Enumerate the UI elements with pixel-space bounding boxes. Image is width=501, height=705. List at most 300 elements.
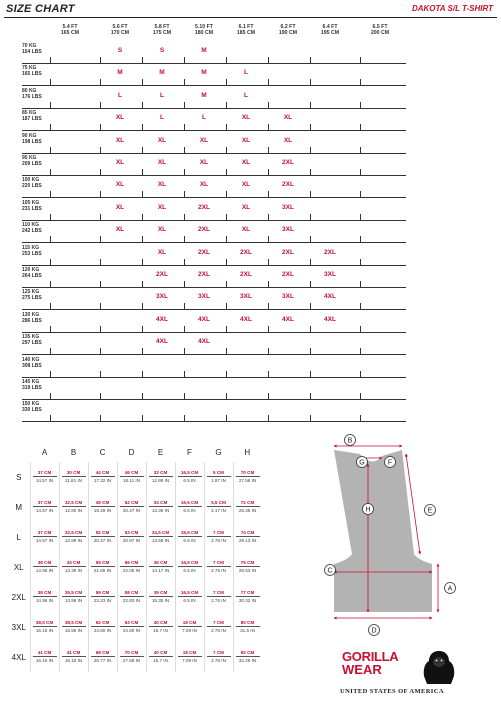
grid-tick (50, 124, 51, 131)
measurement-row (8, 462, 262, 492)
measurement-cm: 41 CM (66, 650, 81, 655)
measurement-cm: 18 CM (182, 650, 197, 655)
height-feet: 5.4 FT (62, 24, 78, 30)
measurement-header: F (187, 447, 192, 457)
grid-tick (142, 147, 143, 154)
grid-tick (226, 214, 227, 221)
grid-tick (360, 214, 361, 221)
grid-tick (360, 79, 361, 86)
size-label: 2XL (11, 592, 26, 602)
measurement-cm: 34 CM (153, 500, 168, 505)
measurement-in: 17.32 IN (91, 476, 115, 484)
height-cm: 185 CM (236, 30, 256, 36)
measurement-cell (30, 642, 59, 672)
grid-tick (360, 326, 361, 333)
measurement-cell (233, 492, 262, 522)
grid-tick (310, 102, 311, 109)
size-cell: 3XL (282, 226, 294, 234)
size-cell: 4XL (240, 315, 252, 323)
measurement-cell (117, 522, 146, 552)
measurement-in: 2.76 IN (207, 536, 231, 544)
size-cell: M (117, 69, 123, 77)
measurement-cell (88, 612, 117, 642)
brand-name-line2: WEAR (342, 662, 382, 677)
grid-tick (184, 236, 185, 243)
weight-label (22, 357, 42, 369)
measurement-in: 30.32 IN (236, 596, 260, 604)
grid-tick (184, 79, 185, 86)
size-cell: S (159, 47, 165, 54)
diagram-marker (445, 583, 456, 594)
size-cell: L (244, 91, 248, 99)
measurement-cm: 40 CM (153, 620, 168, 625)
diagram-label: E (427, 507, 433, 515)
grid-tick (142, 79, 143, 86)
grid-tick (360, 281, 361, 288)
grid-tick (310, 57, 311, 64)
measurement-in: 7.09 IN (178, 626, 202, 634)
weight-lbs: 308 LBS (22, 362, 42, 369)
grid-tick (50, 415, 51, 422)
product-name: DAKOTA S/L T-SHIRT (411, 4, 493, 13)
weight-kg: 85 KG (22, 110, 37, 117)
measurement-cell (204, 582, 233, 612)
measurement-row (8, 552, 262, 582)
grid-tick (360, 169, 361, 176)
measurement-cm: 41 CM (37, 650, 52, 655)
size-cell: 3XL (240, 293, 252, 301)
measurement-in: 2.76 IN (207, 596, 231, 604)
grid-tick (184, 147, 185, 154)
size-cell: XL (157, 203, 167, 211)
size-cell: XL (157, 248, 167, 256)
size-cell: 3XL (198, 293, 210, 301)
measurement-cm: 52 CM (124, 500, 139, 505)
measurement-cell (233, 642, 262, 672)
measurement-cm: 16,5 CM (180, 470, 199, 475)
measurement-cm: 52 CM (95, 530, 110, 535)
size-cell: M (159, 69, 165, 77)
measurement-in: 16.15 IN (62, 656, 86, 664)
weight-lbs: 264 LBS (22, 273, 42, 279)
measurement-in: 13.58 IN (149, 536, 173, 544)
weight-label (22, 110, 42, 122)
measurement-in: 32.28 IN (236, 656, 260, 664)
measurement-in: 2.76 IN (207, 566, 231, 574)
height-header (308, 24, 352, 36)
weight-label (22, 245, 42, 257)
grid-tick (100, 326, 101, 333)
grid-tick (226, 124, 227, 131)
grid-tick (226, 259, 227, 266)
header-divider (4, 17, 497, 18)
measurement-in: 15.16 IN (33, 626, 57, 634)
measurement-in: 15.7 IN (149, 656, 173, 664)
size-cell: 2XL (240, 271, 252, 278)
grid-tick (184, 303, 185, 310)
grid-tick (268, 214, 269, 221)
grid-tick (142, 326, 143, 333)
size-cell: XL (199, 159, 209, 166)
measurement-cm: 56 CM (124, 560, 139, 565)
grid-tick (268, 79, 269, 86)
size-cell: 3XL (156, 293, 168, 301)
grid-tick (142, 191, 143, 198)
grid-tick (360, 259, 361, 266)
measurement-cm: 72 CM (240, 500, 255, 505)
measurement-cm: 7 CM (213, 590, 224, 595)
grid-tick (100, 259, 101, 266)
measurement-cell (175, 522, 204, 552)
measurement-cell (233, 522, 262, 552)
measurement-cell (30, 552, 59, 582)
grid-tick (100, 393, 101, 400)
measurement-cell (117, 462, 146, 492)
measurement-cm: 7 CM (213, 620, 224, 625)
measurement-cell (204, 612, 233, 642)
size-cell: XL (283, 136, 293, 144)
weight-lbs: 154 LBS (22, 49, 42, 55)
weight-lbs: 231 LBS (22, 205, 42, 212)
height-header (224, 24, 268, 36)
size-cell: XL (115, 159, 125, 166)
grid-tick (360, 147, 361, 154)
grid-tick (100, 147, 101, 154)
grid-tick (360, 102, 361, 109)
grid-tick (268, 303, 269, 310)
weight-kg: 70 KG (22, 43, 37, 49)
measurement-cell (146, 612, 175, 642)
measurement-cm: 55 CM (95, 560, 110, 565)
measurement-in: 24.80 IN (91, 626, 115, 634)
grid-tick (268, 102, 269, 109)
weight-kg: 130 KG (22, 311, 40, 318)
measurement-cell (204, 492, 233, 522)
grid-tick (226, 371, 227, 378)
size-cell: XL (241, 181, 251, 189)
weight-label (22, 267, 42, 279)
garment-diagram (310, 432, 480, 642)
measurement-cell (146, 552, 175, 582)
diagram-label: F (387, 459, 393, 467)
measurement-cm: 44 CM (95, 470, 110, 475)
size-cell: 2XL (198, 203, 210, 211)
size-cell: 4XL (198, 315, 210, 323)
size-cell: XL (157, 136, 167, 144)
grid-tick (226, 191, 227, 198)
grid-tick (310, 191, 311, 198)
measurement-cm: 7 CM (213, 560, 224, 565)
weight-row (22, 311, 406, 333)
weight-kg: 90 KG (22, 132, 37, 139)
grid-tick (360, 393, 361, 400)
weight-row (22, 154, 406, 176)
grid-tick (226, 415, 227, 422)
measurement-cm: 58 CM (124, 590, 139, 595)
measurement-cm: 70 CM (124, 650, 139, 655)
measurement-cell (88, 582, 117, 612)
grid-tick (268, 259, 269, 266)
grid-tick (50, 326, 51, 333)
measurement-cell (88, 522, 117, 552)
weight-kg: 105 KG (22, 199, 40, 206)
measurement-header: H (244, 447, 251, 457)
measurement-cell (30, 462, 59, 492)
grid-tick (50, 102, 51, 109)
weight-lbs: 297 LBS (22, 340, 42, 347)
weight-lbs: 198 LBS (22, 138, 42, 145)
measurement-cell (175, 552, 204, 582)
measurement-cm: 16,5 CM (180, 500, 199, 505)
diagram-label: H (365, 506, 371, 514)
size-cell: 4XL (282, 315, 294, 323)
grid-tick (310, 259, 311, 266)
weight-kg: 145 KG (22, 379, 40, 385)
measurement-in: 13.39 IN (62, 566, 86, 574)
weight-label (22, 289, 42, 301)
weight-row (22, 244, 406, 266)
measurement-cm: 82 CM (240, 650, 255, 655)
measurement-in: 16.15 IN (33, 656, 57, 664)
size-cell: L (118, 91, 122, 99)
measurement-cell (233, 612, 262, 642)
weight-kg: 95 KG (22, 155, 37, 161)
weight-row (22, 87, 406, 109)
brand-name-line1: GORILLA (342, 649, 399, 664)
grid-tick (50, 191, 51, 198)
measurement-cm: 59 CM (95, 590, 110, 595)
grid-tick (100, 281, 101, 288)
size-cell: XL (115, 203, 125, 211)
grid-tick (310, 281, 311, 288)
grid-tick (184, 191, 185, 198)
size-cell: 4XL (324, 315, 336, 323)
size-cell: M (201, 47, 207, 54)
measurement-in: 14.57 IN (33, 536, 57, 544)
measurement-in: 12.99 IN (149, 476, 173, 484)
measurement-cm: 38,5 CM (64, 620, 83, 625)
measurement-cm: 53 CM (124, 530, 139, 535)
measurement-in: 31.5 IN (236, 626, 260, 634)
measurement-in: 6.5 IN (178, 506, 202, 514)
measurement-cm: 36 CM (153, 560, 168, 565)
measurement-cm: 16,5 CM (180, 560, 199, 565)
size-cell: XL (115, 114, 125, 122)
measurement-in: 13.39 IN (149, 506, 173, 514)
measurement-in: 22.83 IN (120, 596, 144, 604)
weight-row (22, 266, 406, 288)
grid-tick (310, 236, 311, 243)
page-title: SIZE CHART (6, 3, 75, 15)
measurement-cell (146, 492, 175, 522)
grid-tick (50, 371, 51, 378)
measurement-in: 28.35 IN (236, 506, 260, 514)
grid-tick (142, 415, 143, 422)
grid-tick (100, 371, 101, 378)
measurement-cell (59, 642, 88, 672)
grid-tick (100, 169, 101, 176)
diagram-marker (385, 457, 396, 468)
weight-kg: 135 KG (22, 334, 40, 341)
weight-label (22, 312, 42, 324)
height-feet: 5.8 FT (154, 24, 170, 30)
height-header (98, 24, 142, 36)
measurement-cm: 16,5 CM (180, 530, 199, 535)
weight-lbs: 242 LBS (22, 228, 42, 235)
size-cell: XL (241, 159, 251, 166)
grid-tick (184, 371, 185, 378)
size-cell: 2XL (282, 159, 294, 166)
measurement-cell (88, 552, 117, 582)
grid-tick (184, 259, 185, 266)
size-cell: 2XL (198, 226, 210, 234)
measurement-in: 27.56 IN (236, 476, 260, 484)
measurement-in: 6.5 IN (178, 596, 202, 604)
measurement-in: 1.97 IN (207, 476, 231, 484)
measurement-cm: 38,5 CM (35, 620, 54, 625)
height-cm: 175 CM (152, 30, 172, 36)
measurement-cell (59, 582, 88, 612)
size-cell: 2XL (240, 248, 252, 256)
weight-row (22, 378, 406, 400)
height-header (182, 24, 226, 36)
measurement-cell (175, 492, 204, 522)
grid-tick (142, 348, 143, 355)
measurement-cell (59, 492, 88, 522)
measurement-row (8, 612, 262, 642)
size-cell: 4XL (324, 293, 336, 301)
measurement-cm: 5 CM (213, 470, 224, 475)
height-cm: 165 CM (60, 30, 80, 36)
size-label: XL (13, 562, 24, 572)
grid-tick (268, 393, 269, 400)
measurement-in: 14.96 IN (33, 596, 57, 604)
measurement-cell (30, 582, 59, 612)
grid-tick (268, 124, 269, 131)
grid-tick (100, 348, 101, 355)
size-label: M (15, 502, 23, 512)
measurement-cm: 80 CM (240, 620, 255, 625)
measurement-header: G (215, 447, 222, 457)
grid-tick (50, 57, 51, 64)
grid-tick (360, 191, 361, 198)
grid-tick (268, 57, 269, 64)
grid-tick (226, 281, 227, 288)
height-feet: 6.4 FT (322, 24, 338, 30)
size-cell: M (201, 69, 207, 77)
grid-tick (50, 169, 51, 176)
size-cell: XL (241, 136, 251, 144)
weight-label (22, 379, 42, 391)
height-feet: 6.2 FT (280, 24, 296, 30)
grid-tick (50, 348, 51, 355)
grid-tick (100, 191, 101, 198)
measurement-cm: 68 CM (95, 650, 110, 655)
measurement-in: 15.35 IN (149, 596, 173, 604)
measurement-cm: 34 CM (66, 560, 81, 565)
measurement-cell (88, 492, 117, 522)
measurement-cell (117, 582, 146, 612)
height-feet: 5.6 FT (112, 24, 128, 30)
size-cell: 4XL (156, 315, 168, 323)
height-header (140, 24, 184, 36)
measurement-cell (175, 642, 204, 672)
grid-tick (50, 393, 51, 400)
grid-tick (310, 147, 311, 154)
grid-tick (50, 303, 51, 310)
height-header (358, 24, 402, 36)
measurement-cm: 34,5 CM (151, 530, 170, 535)
weight-lbs: 253 LBS (22, 250, 42, 257)
grid-tick (50, 214, 51, 221)
size-cell: 4XL (156, 338, 168, 346)
measurement-cm: 35,5 CM (64, 590, 83, 595)
grid-tick (184, 348, 185, 355)
grid-tick (142, 57, 143, 64)
grid-tick (226, 147, 227, 154)
row-divider (22, 421, 406, 422)
height-cm: 180 CM (194, 30, 214, 36)
grid-tick (100, 303, 101, 310)
height-feet: 5.10 FT (195, 24, 213, 30)
measurement-in: 14.17 IN (149, 566, 173, 574)
measurement-cell (117, 612, 146, 642)
size-cell: L (160, 91, 164, 99)
weight-kg: 75 KG (22, 65, 37, 72)
measurement-cm: 38 CM (37, 560, 52, 565)
weight-row (22, 400, 406, 422)
grid-tick (268, 281, 269, 288)
measurement-header: A (41, 447, 48, 457)
grid-tick (268, 326, 269, 333)
measurement-cell (146, 462, 175, 492)
grid-tick (226, 169, 227, 176)
measurement-in: 7.09 IN (178, 656, 202, 664)
grid-tick (100, 415, 101, 422)
size-cell: 2XL (282, 271, 294, 278)
diagram-marker (345, 435, 356, 446)
size-cell: 2XL (156, 271, 168, 278)
measurement-cell (88, 462, 117, 492)
weight-row (22, 109, 406, 131)
grid-tick (268, 348, 269, 355)
measurement-cm: 46 CM (124, 470, 139, 475)
measurement-cell (88, 642, 117, 672)
height-header (266, 24, 310, 36)
grid-tick (50, 147, 51, 154)
size-cell: XL (241, 226, 251, 234)
measurement-cm: 38 CM (37, 590, 52, 595)
measurement-cell (204, 552, 233, 582)
size-cell: 2XL (282, 248, 294, 256)
grid-tick (226, 393, 227, 400)
weight-row (22, 221, 406, 243)
measurement-cell (59, 552, 88, 582)
measurement-cm: 49 CM (95, 500, 110, 505)
grid-tick (184, 57, 185, 64)
weight-lbs: 286 LBS (22, 317, 42, 324)
measurement-in: 12.99 IN (62, 536, 86, 544)
grid-tick (142, 169, 143, 176)
diagram-marker (357, 457, 368, 468)
weight-row (22, 132, 406, 154)
grid-tick (100, 124, 101, 131)
measurement-in: 19.29 IN (91, 506, 115, 514)
measurement-in: 15.7 IN (149, 626, 173, 634)
gorilla-wear-logo (340, 649, 460, 697)
measurement-cell (146, 642, 175, 672)
grid-tick (268, 236, 269, 243)
